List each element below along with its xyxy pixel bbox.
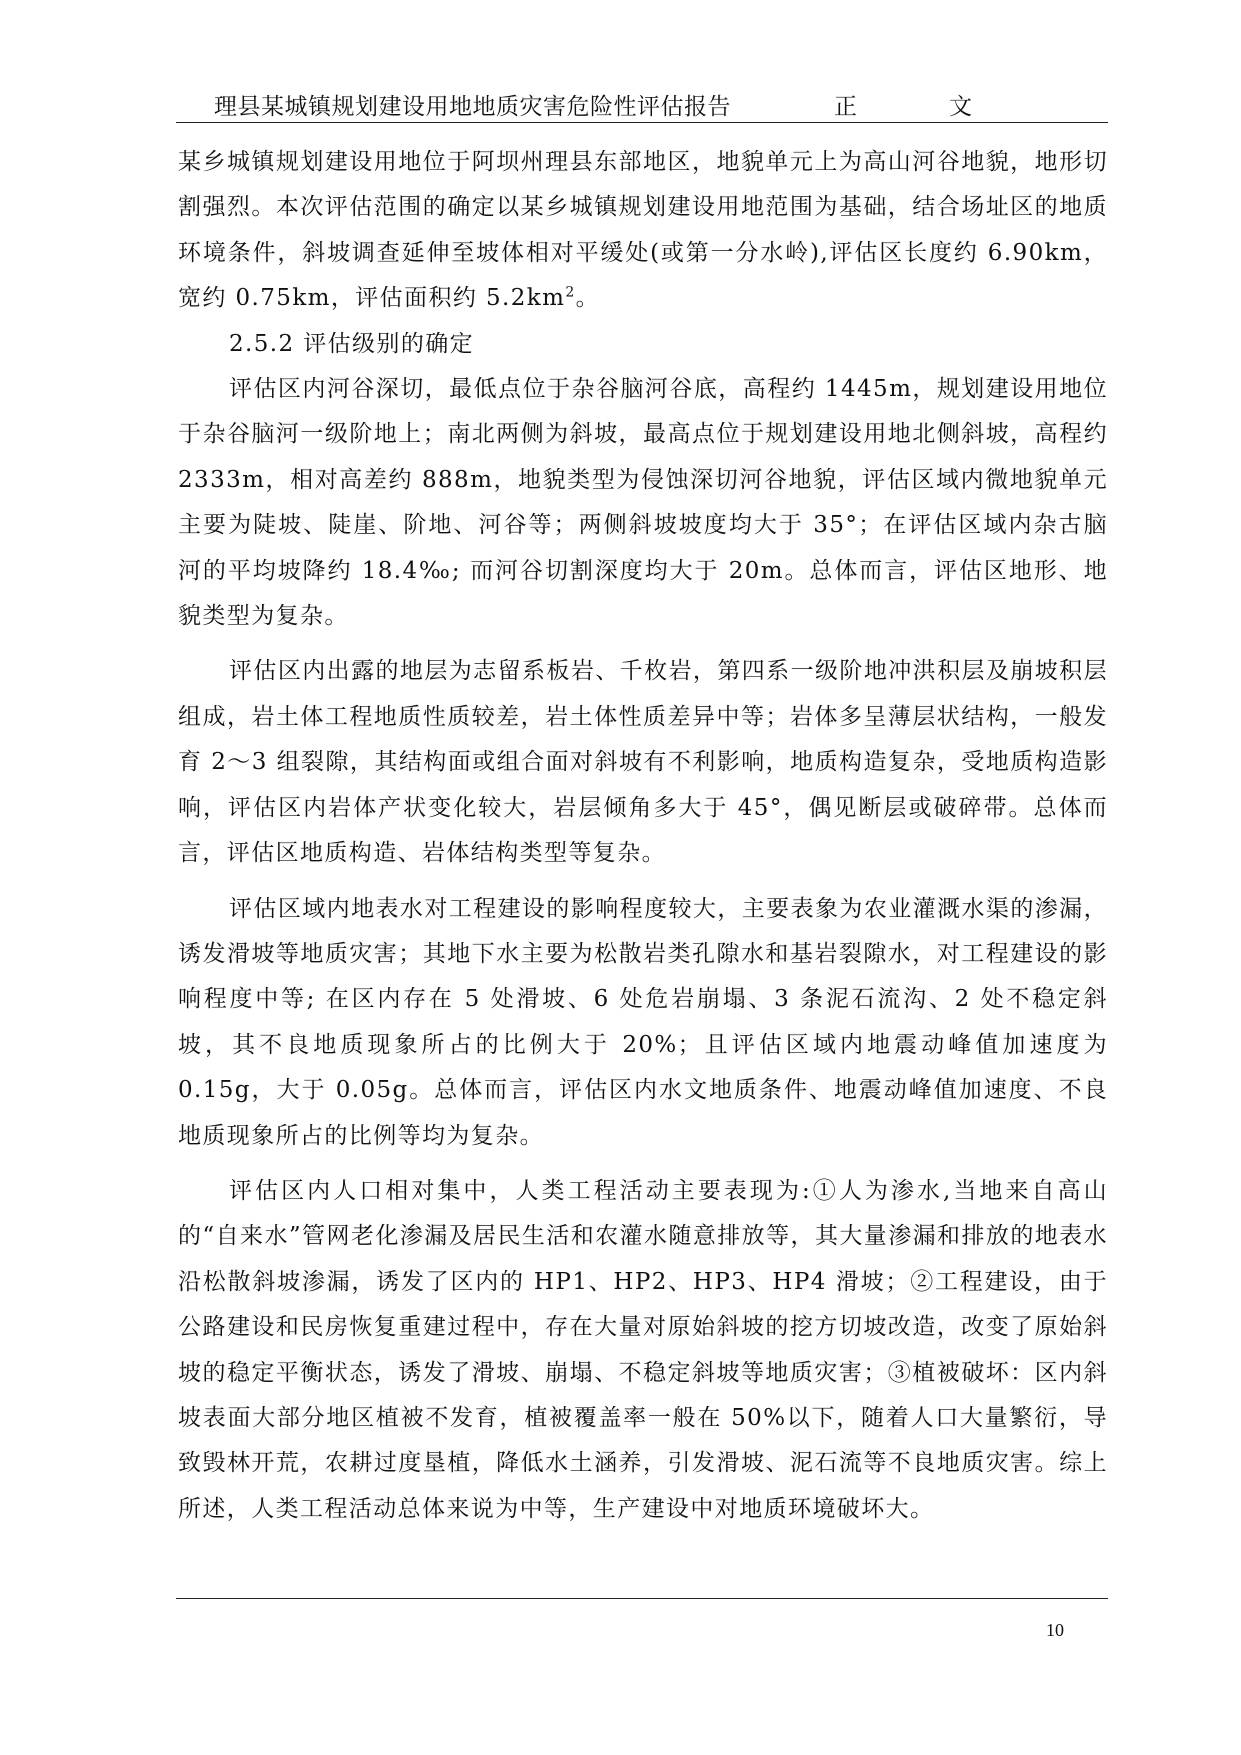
paragraph-geology: 评估区内出露的地层为志留系板岩、千枚岩，第四系一级阶地冲洪积层及崩坡积层组成，岩土体工程地质性质较差，岩土体性质差异中等；岩体多呈薄层状结构，一般发育 2～3 组裂隙，其结构面或组合面对斜坡有不利影响，地质构造复杂，受地质构造影响，评估区内岩体产状变化较大，岩层倾角多大于 45°，偶见断层或破碎带。总体而言，评估区地质构造、岩体结构类型等复杂。: [178, 658, 1108, 867]
section-label: 正文: [834, 94, 1064, 120]
paragraph-scope-end: 。: [575, 285, 601, 312]
area-unit-superscript: 2: [565, 284, 576, 301]
body-content: [178, 140, 1108, 1532]
paragraph-scope-text: 某乡城镇规划建设用地位于阿坝州理县东部地区，地貌单元上为高山河谷地貌，地形切割强烈。本次评估范围的确定以某乡城镇规划建设用地范围为基础，结合场址区的地质环境条件，斜坡调查延伸至坡体相对平缓处(或第一分水岭),评估区长度约 6.90km，宽约 0.75km，评估面积约 5.2km: [178, 149, 1108, 312]
footer-rule: [176, 1598, 1108, 1599]
page-header: [176, 86, 1108, 123]
page-number: 10: [1046, 1620, 1064, 1640]
paragraph-scope: [178, 140, 1108, 322]
report-title: 理县某城镇规划建设用地地质灾害危险性评估报告: [214, 94, 731, 120]
paragraph-terrain: 评估区内河谷深切，最低点位于杂谷脑河谷底，高程约 1445m，规划建设用地位于杂谷脑河一级阶地上；南北两侧为斜坡，最高点位于规划建设用地北侧斜坡，高程约 2333m，相对高差约 888m，地貌类型为侵蚀深切河谷地貌，评估区域内微地貌单元主要为陡坡、陡崖、阶地、河谷等；两侧斜坡坡度均大于 35°；在评估区域内杂古脑河的平均坡降约 18.4‰; 而河谷切割深度均大于 20m。总体而言，评估区地形、地貌类型为复杂。: [178, 376, 1108, 630]
paragraph-human-activity: 评估区内人口相对集中，人类工程活动主要表现为:①人为渗水,当地来自高山的“自来水”管网老化渗漏及居民生活和农灌水随意排放等，其大量渗漏和排放的地表水沿松散斜坡渗漏，诱发了区内的 HP1、HP2、HP3、HP4 滑坡；②工程建设，由于公路建设和民房恢复重建过程中，存在大量对原始斜坡的挖方切坡改造，改变了原始斜坡的稳定平衡状态，诱发了滑坡、崩塌、不稳定斜坡等地质灾害；③植被破坏：区内斜坡表面大部分地区植被不发育，植被覆盖率一般在 50%以下，随着人口大量繁衍，导致毁林开荒，农耕过度垦植，降低水土涵养，引发滑坡、泥石流等不良地质灾害。综上所述，人类工程活动总体来说为中等，生产建设中对地质环境破坏大。: [178, 1177, 1108, 1522]
section-heading: 2.5.2 评估级别的确定: [229, 330, 475, 357]
paragraph-hydrology: 评估区域内地表水对工程建设的影响程度较大，主要表象为农业灌溉水渠的渗漏，诱发滑坡等地质灾害；其地下水主要为松散岩类孔隙水和基岩裂隙水，对工程建设的影响程度中等; 在区内存在 5 处滑坡、6 处危岩崩塌、3 条泥石流沟、2 处不稳定斜坡，其不良地质现象所占的比例大于 20%；且评估区域内地震动峰值加速度为 0.15g，大于 0.05g。总体而言，评估区内水文地质条件、地震动峰值加速度、不良地质现象所占的比例等均为复杂。: [178, 895, 1108, 1149]
